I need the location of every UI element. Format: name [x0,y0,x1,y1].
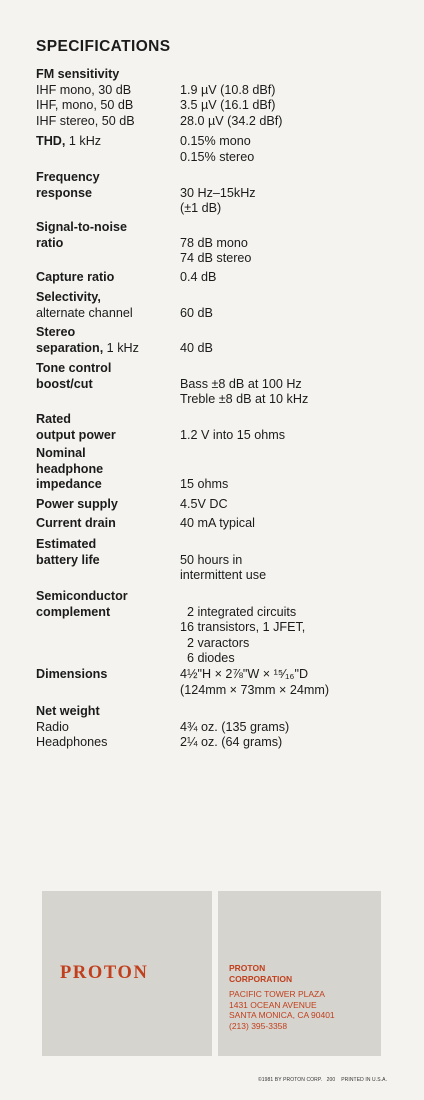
spec-value-line [180,704,410,720]
spec-value-line: 15 ohms [180,477,229,492]
address-line: SANTA MONICA, CA 90401 [229,1010,335,1020]
spec-label-text: headphone [36,461,104,476]
spec-value [180,516,410,532]
spec-value-line [180,361,410,377]
spec-label-text: Rated [36,412,71,426]
spec-label [36,516,176,532]
spec-value-line: Treble ±8 dB at 10 kHz [180,392,309,407]
spec-label [36,170,176,201]
spec-label-text: IHF, mono, 50 dB [36,98,134,113]
address-line: PACIFIC TOWER PLAZA [229,989,325,999]
spec-label-line [36,114,176,130]
spec-value-line: 1.2 V into 15 ohms [180,427,286,442]
spec-label [36,537,176,568]
spec-label-line [36,412,176,428]
spec-value-line [180,290,410,306]
spec-value-line: 6 diodes [180,651,235,666]
spec-label-line [36,537,176,553]
spec-label-line [36,67,176,83]
spec-value [180,134,410,165]
spec-label-text: Net weight [36,704,100,718]
spec-label-line [36,516,176,532]
spec-label-text: alternate channel [36,305,133,320]
spec-value-line [180,220,410,236]
spec-label-text: Radio [36,719,69,734]
corp-name-line: CORPORATION [229,973,293,984]
spec-value [180,67,410,129]
spec-label-line [36,446,176,462]
spec-label-line [36,220,176,236]
spec-value-line: 40 dB [180,340,213,355]
spec-label-text: IHF stereo, 50 dB [36,113,135,128]
spec-value-line: (±1 dB) [180,201,222,216]
spec-value [180,412,410,443]
spec-value-line [180,462,410,478]
spec-label [36,361,176,392]
spec-value [180,325,410,356]
spec-value-line: 0.15% stereo [180,149,255,164]
spec-label-text: output power [36,427,116,442]
spec-value-line: 28.0 µV (34.2 dBf) [180,113,283,128]
spec-label [36,412,176,443]
spec-value [180,361,410,408]
spec-value-line [180,170,410,186]
spec-label-text: Dimensions [36,667,108,681]
spec-value-line [180,537,410,553]
spec-value-line: 40 mA typical [180,516,255,530]
address-line: (213) 395-3358 [229,1020,288,1031]
spec-label-line [36,704,176,720]
spec-label [36,704,176,751]
spec-value-line [180,446,410,462]
spec-label-line [36,377,176,393]
spec-label [36,667,176,683]
spec-label-line [36,83,176,99]
spec-label-text: IHF mono, 30 dB [36,82,132,97]
spec-label-text: Estimated [36,537,97,551]
spec-value [180,704,410,751]
spec-value-line: intermittent use [180,568,267,583]
spec-label-text: Semiconductor [36,589,128,603]
spec-value-line: 4½"H × 2⅞"W × ¹⁵⁄₁₆"D [180,667,309,681]
spec-value-line: 78 dB mono [180,235,248,250]
spec-label-line [36,290,176,306]
spec-value-line: 2 varactors [180,635,250,650]
spec-label-text: separation, [36,340,104,355]
spec-value-line [180,325,410,341]
spec-label [36,589,176,620]
spec-value-line: 4.5V DC [180,497,228,511]
spec-value [180,667,410,698]
spec-value-line: 60 dB [180,305,213,320]
corp-name-line: PROTON [229,963,266,973]
spec-label-text: boost/cut [36,376,93,391]
spec-label [36,497,176,513]
spec-label-line [36,325,176,341]
spec-label [36,290,176,321]
spec-label-line [36,236,176,252]
spec-label-line [36,341,176,357]
spec-label-line [36,134,176,150]
spec-value-line [180,67,410,83]
spec-label-text: response [36,185,92,200]
spec-value [180,290,410,321]
spec-label-line [36,667,176,683]
spec-value [180,170,410,217]
spec-label-line [36,306,176,322]
spec-label [36,67,176,129]
spec-label-line [36,98,176,114]
spec-label-text: Power supply [36,497,118,511]
spec-label-line [36,605,176,621]
spec-label-line [36,735,176,751]
corporate-address [229,989,335,1031]
spec-label-text: Current drain [36,516,116,530]
page-title: SPECIFICATIONS [36,38,171,55]
spec-value-line: 1.9 µV (10.8 dBf) [180,82,276,97]
spec-value [180,589,410,667]
corporation-name [229,963,292,984]
spec-label-line [36,553,176,569]
spec-value [180,497,410,513]
spec-value-line: 3.5 µV (16.1 dBf) [180,98,276,113]
spec-label-text: Selectivity, [36,290,101,304]
spec-label [36,325,176,356]
spec-label-text: Capture ratio [36,270,115,284]
address-line: 1431 OCEAN AVENUE [229,999,317,1010]
spec-label-text: Nominal [36,446,86,460]
address-panel [218,891,381,1056]
spec-label-line [36,477,176,493]
spec-value-line: 4¾ oz. (135 grams) [180,719,290,734]
spec-label-line [36,186,176,202]
spec-value [180,537,410,584]
spec-label-line [36,497,176,513]
spec-value-line [180,412,410,428]
spec-label-text: Headphones [36,735,108,750]
spec-label-line [36,270,176,286]
spec-value-line: 2 integrated circuits [180,604,297,619]
spec-label-line [36,720,176,736]
spec-label-text: ratio [36,235,64,250]
spec-value-line: 16 transistors, 1 JFET, [180,620,306,635]
spec-label [36,270,176,286]
spec-value-line: 50 hours in [180,552,243,567]
spec-label-line [36,428,176,444]
spec-value-line: 30 Hz–15kHz [180,185,256,200]
spec-value [180,270,410,286]
spec-value-line: Bass ±8 dB at 100 Hz [180,376,302,391]
spec-label-text: complement [36,604,111,619]
spec-label-line [36,589,176,605]
spec-value-line: 0.4 dB [180,270,217,284]
spec-label-line [36,462,176,478]
spec-value [180,446,410,493]
spec-label [36,134,176,150]
spec-value-line [180,589,410,605]
spec-value-line: 2¼ oz. (64 grams) [180,735,283,750]
spec-value-line: 74 dB stereo [180,251,252,266]
spec-label-text: THD, [36,134,66,148]
spec-label-text: Frequency [36,170,100,184]
spec-label-line [36,361,176,377]
spec-label-suffix: 1 kHz [103,340,139,355]
spec-label-text: impedance [36,477,102,492]
spec-label [36,446,176,493]
spec-value-line: 0.15% mono [180,134,251,148]
spec-label-text: Stereo [36,325,76,339]
spec-label-text: battery life [36,552,100,567]
spec-label-text: Signal-to-noise [36,220,127,234]
proton-logo: PROTON [60,963,149,983]
spec-label-line [36,170,176,186]
spec-label-suffix: 1 kHz [65,134,102,148]
copyright-footer: ©1981 BY PROTON CORP. 200 PRINTED IN U.S.A. [258,1077,388,1083]
spec-value [180,220,410,267]
logo-panel [42,891,212,1056]
spec-label-text: Tone control [36,361,112,375]
spec-label [36,220,176,251]
spec-value-line: (124mm × 73mm × 24mm) [180,682,330,697]
spec-label-text: FM sensitivity [36,67,120,81]
